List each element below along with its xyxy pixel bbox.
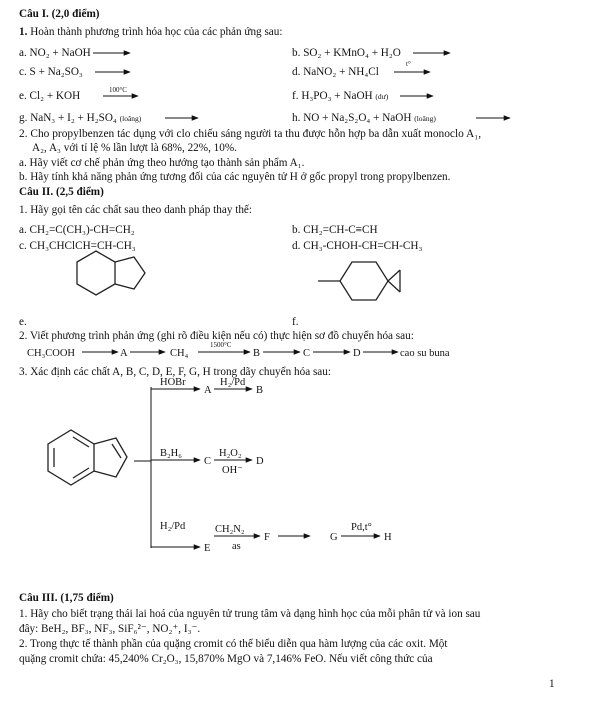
- page-number: 1: [549, 678, 555, 690]
- scheme3-ch2n2: CH₂N₂: [215, 524, 245, 535]
- reaction-b: b. SO₂ + KMnO₄ + H₂O: [292, 47, 401, 59]
- q1-title: Câu I. (2,0 điểm): [19, 8, 100, 20]
- scheme3-h: H: [384, 532, 392, 543]
- scheme3-b2h6: B₂H₆: [160, 448, 182, 459]
- scheme3-g: G: [330, 532, 338, 543]
- scheme3-hobr: HOBr: [160, 377, 186, 388]
- scheme-3: [48, 377, 392, 554]
- scheme3-pdt: Pd,t°: [351, 522, 372, 533]
- scheme2-a: A: [120, 348, 128, 359]
- q3-item1-line1: 1. Hãy cho biết trạng thái lai hoá của nguyên tử trung tâm và dạng hình học của mỗi phân tử và ion sau: [19, 608, 481, 620]
- scheme3-h2pd-bottom: H₂/Pd: [160, 521, 186, 532]
- scheme3-h2o2: H₂O₂: [219, 448, 242, 459]
- scheme3-f: F: [264, 532, 270, 543]
- scheme2-start: CH₃COOH: [27, 348, 75, 359]
- scheme2-cond: 1500°C: [210, 341, 232, 349]
- cond-e: 100°C: [109, 86, 127, 94]
- scheme3-d: D: [256, 456, 264, 467]
- reaction-c: c. S + Na₂SO₃: [19, 66, 83, 78]
- name-d: d. CH₃-CHOH-CH=CH-CH₃: [292, 240, 423, 252]
- structure-f-spiro: [318, 262, 400, 300]
- q1-item1-text: Hoàn thành phương trình hóa học của các phản ứng sau:: [30, 26, 283, 38]
- scheme3-oh: OH⁻: [222, 465, 243, 476]
- reaction-h-main: h. NO + Na₂S₂O₄ + NaOH: [292, 112, 412, 124]
- q3-item2-line1: 2. Trong thực tế thành phần của quặng cromit có thể biểu diễn qua hàm lượng của các oxit. Một: [19, 638, 448, 650]
- q1-item2-line2: A₂, A₃ với tỉ lệ % lần lượt là 68%, 22%, 10%.: [32, 142, 237, 154]
- scheme2-ch4: CH₄: [170, 348, 189, 359]
- scheme3-as: as: [232, 541, 241, 552]
- scheme2-b: B: [253, 348, 261, 359]
- q3-item1-line2: đây: BeH₂, BF₃, NF₃, SiF₆²⁻, NO₂⁺, I₃⁻.: [19, 623, 201, 635]
- scheme3-e: E: [204, 543, 211, 554]
- scheme3-h2pd-top: H₂/Pd: [220, 377, 246, 388]
- q1-item1: 1. Hoàn thành phương trình hóa học của các phản ứng sau:: [19, 26, 283, 38]
- name-f: f.: [292, 316, 299, 328]
- q2-title: Câu II. (2,5 điểm): [19, 186, 104, 198]
- q1-item2b: b. Hãy tính khả năng phản ứng tương đối của các nguyên tử H ở gốc propyl trong propylbenzen.: [19, 171, 451, 183]
- q1-item2a: a. Hãy viết cơ chế phản ứng theo hướng tạo thành sản phẩm A₁.: [19, 157, 305, 169]
- scheme2-d: D: [353, 348, 361, 359]
- scheme3-b: B: [256, 385, 264, 396]
- structure-indene: [48, 430, 127, 485]
- reaction-e: e. Cl₂ + KOH: [19, 90, 81, 102]
- name-e: e.: [19, 316, 27, 328]
- scheme-2: [27, 341, 450, 359]
- reaction-g-sub: (loãng): [119, 114, 142, 123]
- q1-item2-line1: 2. Cho propylbenzen tác dụng với clo chiếu sáng người ta thu được hỗn hợp ba dẫn xuất monoclo A₁,: [19, 128, 482, 140]
- q3-title: Câu III. (1,75 điểm): [19, 592, 114, 604]
- scheme2-end: cao su buna: [400, 348, 450, 359]
- reaction-d: d. NaNO₂ + NH₄Cl: [292, 66, 379, 78]
- reaction-h-sub: (loãng): [414, 114, 436, 123]
- reaction-f-main: f. H₃PO₃ + NaOH: [292, 90, 373, 102]
- name-c: c. CH₃CHClCH=CH-CH₃: [19, 240, 136, 252]
- reaction-a: a. NO₂ + NaOH: [19, 47, 91, 59]
- cond-d: t°: [406, 60, 411, 68]
- q2-item2: 2. Viết phương trình phản ứng (ghi rõ điều kiện nếu có) thực hiện sơ đồ chuyển hóa sau:: [19, 330, 414, 342]
- name-a: a. CH₂=C(CH₃)-CH=CH₂: [19, 224, 135, 236]
- name-b: b. CH₂=CH-C≡CH: [292, 224, 378, 236]
- scheme3-c: C: [204, 456, 212, 467]
- reaction-f-sub: (dư): [375, 92, 389, 101]
- q2-item1: 1. Hãy gọi tên các chất sau theo danh pháp thay thế:: [19, 204, 252, 216]
- scheme3-a: A: [204, 385, 212, 396]
- reaction-g-main: g. NaN₃ + I₂ + H₂SO₄: [19, 112, 117, 124]
- q2-item3: 3. Xác định các chất A, B, C, D, E, F, G, H trong dãy chuyển hóa sau:: [19, 366, 331, 378]
- scheme2-c: C: [303, 348, 311, 359]
- q3-item2-line2: quặng cromit chứa: 45,240% Cr₂O₃, 15,870% MgO và 7,146% FeO. Nếu viết công thức của: [19, 653, 433, 665]
- structure-e-bicyclic: [77, 251, 145, 295]
